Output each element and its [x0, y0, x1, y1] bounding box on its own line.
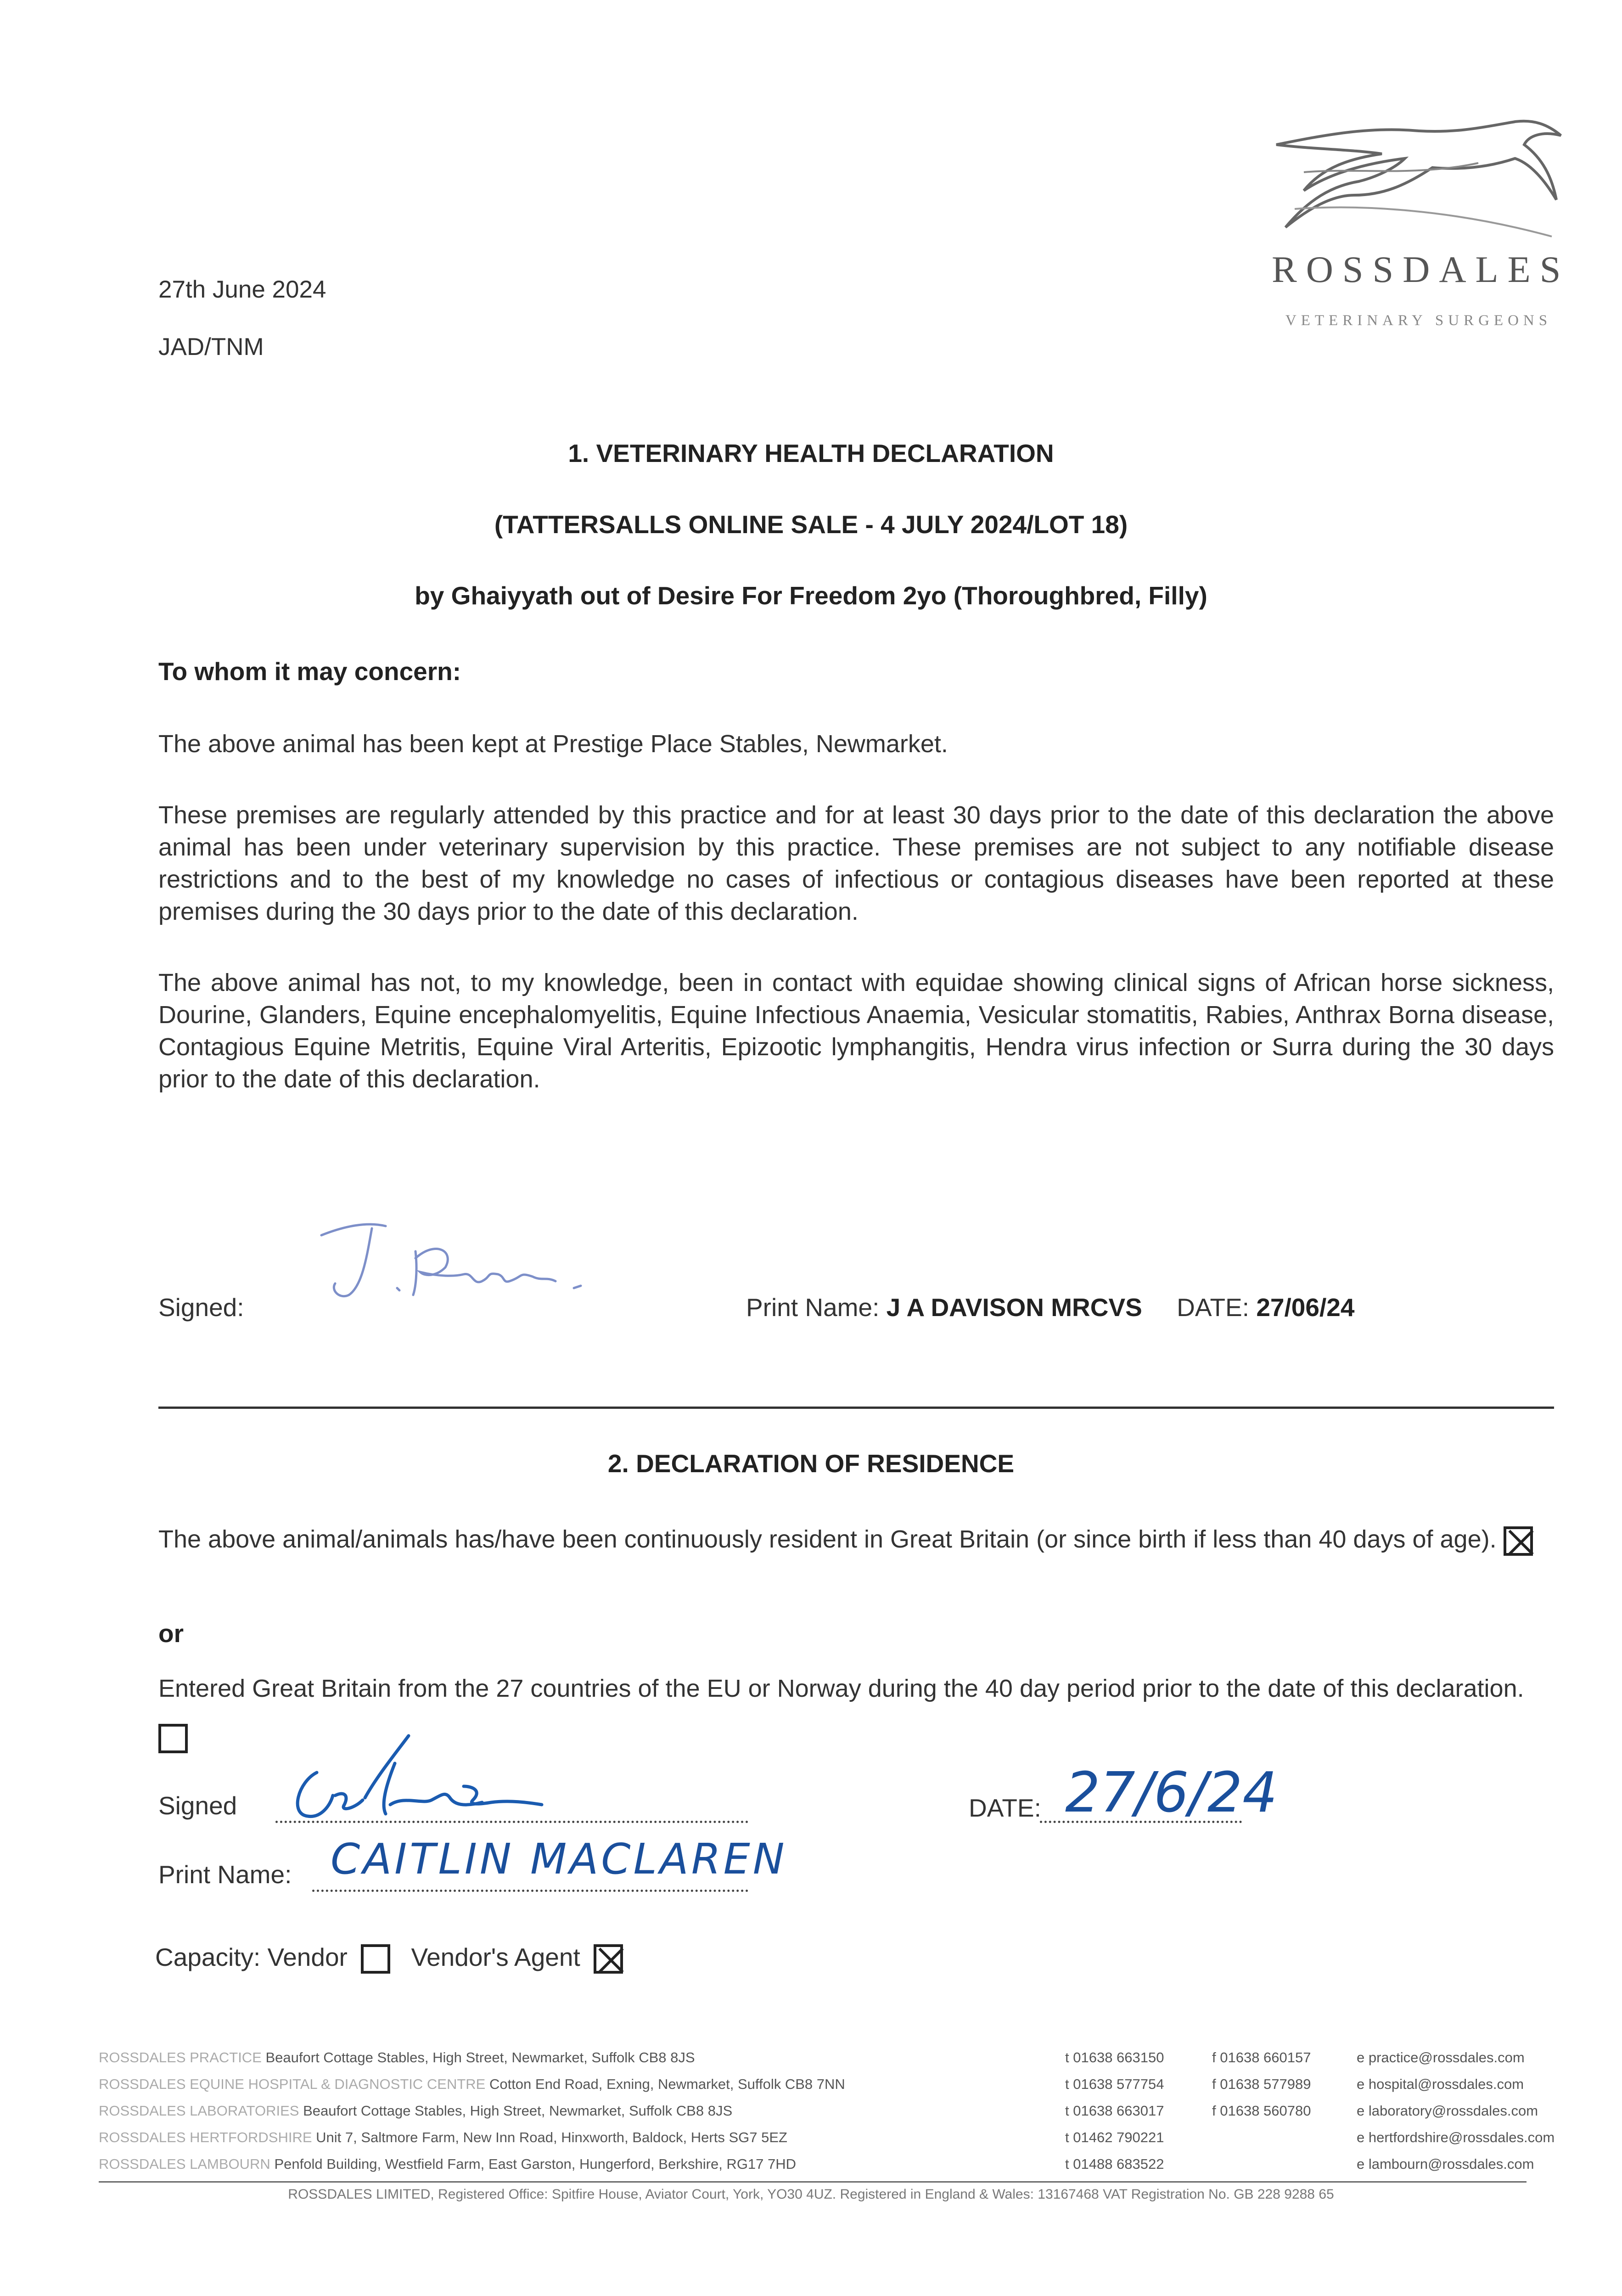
section-divider: [158, 1407, 1554, 1409]
footer-tel: t 01638 663150: [1065, 2049, 1164, 2065]
footer-office-row: ROSSDALES PRACTICE Beaufort Cottage Stables, High Street, Newmarket, Suffolk CB8 8JS: [99, 2049, 695, 2065]
footer-divider: [99, 2181, 1527, 2183]
residence-option-1-text: The above animal/animals has/have been continuously resident in Great Britain (or since birth if less than 40 days of age).: [158, 1525, 1497, 1553]
capacity-label: Capacity: Vendor: [155, 1943, 348, 1971]
footer-office-row: ROSSDALES EQUINE HOSPITAL & DIAGNOSTIC CENTRE Cotton End Road, Exning, Newmarket, Suffolk CB8 7NN: [99, 2076, 845, 2092]
letter-date: 27th June 2024: [158, 276, 326, 303]
vet-date-label: DATE:: [1177, 1293, 1250, 1322]
residence-option-2-checkbox[interactable]: [158, 1724, 188, 1753]
residence-date-label: DATE:: [969, 1794, 1041, 1822]
brand-subtitle: VETERINARY SURGEONS: [1285, 312, 1552, 329]
capacity-row: [155, 1942, 623, 1974]
section1-subtitle: (TATTERSALLS ONLINE SALE - 4 JULY 2024/LOT 18): [494, 510, 1128, 539]
paragraph-supervision: These premises are regularly attended by this practice and for at least 30 days prior to the date of this declaration the above animal has been under veterinary supervision by this practice. These premises are not subject to any notifiable disease restrictions and to the best of my knowledge no cases of infectious or contagious diseases have been reported at these premises during the 30 days prior to the date of this declaration.: [158, 801, 1554, 925]
horse-logo-icon: [1267, 117, 1570, 246]
footer-tel: t 01462 790221: [1065, 2129, 1164, 2145]
footer-fax: f 01638 577989: [1212, 2076, 1311, 2092]
reference: JAD/TNM: [158, 333, 264, 360]
residence-signature: [289, 1727, 546, 1828]
vet-signature: [317, 1208, 638, 1313]
footer-fax: f 01638 560780: [1212, 2103, 1311, 2119]
footer-registered: ROSSDALES LIMITED, Registered Office: Spitfire House, Aviator Court, York, YO30 4UZ. Registered in England & Wales: 13167468 VAT Registration No. GB 228 9288 65: [288, 2187, 1334, 2202]
vet-date-value: 27/06/24: [1256, 1293, 1355, 1322]
section1-title: 1. VETERINARY HEALTH DECLARATION: [568, 439, 1054, 467]
footer-email: e lambourn@rossdales.com: [1357, 2156, 1534, 2172]
horse-description: by Ghaiyyath out of Desire For Freedom 2yo (Thoroughbred, Filly): [415, 581, 1207, 610]
footer-office-row: ROSSDALES HERTFORDSHIRE Unit 7, Saltmore Farm, New Inn Road, Hinxworth, Baldock, Herts SG7 5EZ: [99, 2129, 787, 2145]
vet-print-name-label: Print Name:: [746, 1293, 880, 1322]
section2-title: 2. DECLARATION OF RESIDENCE: [607, 1449, 1015, 1478]
residence-signed-label: Signed: [158, 1791, 237, 1820]
paragraph-premises: The above animal has been kept at Prestige Place Stables, Newmarket.: [158, 730, 948, 758]
salutation: To whom it may concern:: [158, 657, 461, 686]
vendor-agent-checkbox[interactable]: [594, 1944, 623, 1974]
footer-addresses: [99, 2044, 1063, 2178]
vendor-agent-label: Vendor's Agent: [411, 1943, 580, 1971]
residence-print-name-value: CAITLIN MACLAREN: [331, 1835, 787, 1884]
vendor-checkbox[interactable]: [361, 1944, 390, 1974]
residence-option-1-checkbox[interactable]: [1504, 1526, 1533, 1556]
footer-email: e practice@rossdales.com: [1357, 2049, 1525, 2065]
footer-email: e hertfordshire@rossdales.com: [1357, 2129, 1555, 2145]
footer-telephones: [1065, 2044, 1212, 2178]
or-label: or: [158, 1619, 184, 1648]
brand-name: ROSSDALES: [1272, 248, 1570, 290]
footer-tel: t 01638 577754: [1065, 2076, 1164, 2092]
footer-office-row: ROSSDALES LABORATORIES Beaufort Cottage Stables, High Street, Newmarket, Suffolk CB8 8JS: [99, 2103, 733, 2119]
footer-office-row: ROSSDALES LAMBOURN Penfold Building, Westfield Farm, East Garston, Hungerford, Berkshire, RG17 7HD: [99, 2156, 797, 2172]
residence-option-1: [158, 1515, 1554, 1564]
vet-print-name-value: J A DAVISON MRCVS: [886, 1293, 1142, 1322]
residence-print-name-label: Print Name:: [158, 1860, 292, 1889]
footer-tel: t 01638 663017: [1065, 2103, 1164, 2119]
footer-faxes: [1212, 2044, 1359, 2124]
footer-email: e hospital@rossdales.com: [1357, 2076, 1524, 2092]
residence-date-value: 27/6/24: [1065, 1761, 1278, 1825]
footer-fax: f 01638 660157: [1212, 2049, 1311, 2065]
residence-option-2-text: Entered Great Britain from the 27 countries of the EU or Norway during the 40 day period prior to the date of this declaration.: [158, 1675, 1524, 1702]
footer-emails: [1357, 2044, 1595, 2178]
footer-tel: t 01488 683522: [1065, 2156, 1164, 2172]
paragraph-contact: The above animal has not, to my knowledge, been in contact with equidae showing clinical signs of African horse sickness, Dourine, Glanders, Equine encephalomyelitis, Equine Infectious Anaemia, Vesicular stomatitis, Rabies, Anthrax Borna disease, Contagious Equine Metritis, Equine Viral Arteritis, Epizootic lymphangitis, Hendra virus infection or Surra during the 30 days prior to the date of this declaration.: [158, 969, 1554, 1093]
footer-email: e laboratory@rossdales.com: [1357, 2103, 1538, 2119]
vet-signed-label: Signed:: [158, 1293, 244, 1322]
